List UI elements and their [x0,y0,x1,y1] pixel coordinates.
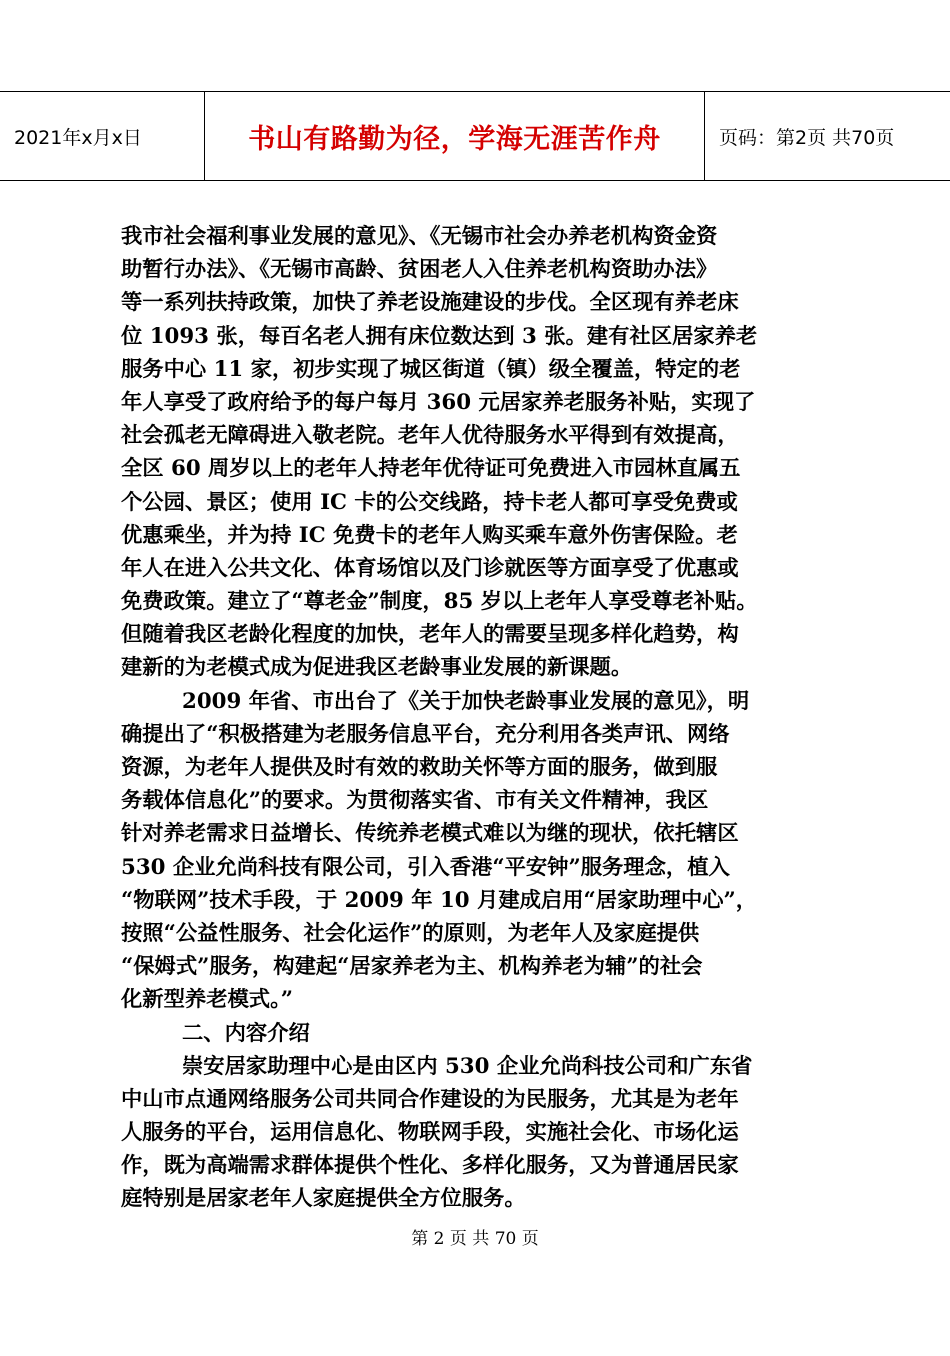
body-line: 免费政策。建立了“尊老金”制度，85 岁以上老年人享受尊老补贴。 [121,589,758,615]
body-line: 服务中心 11 家，初步实现了城区街道（镇）级全覆盖，特定的老 [121,356,741,382]
header-page-cell [705,92,950,180]
body-line: 资源，为老年人提供及时有效的救助关怀等方面的服务，做到服 [121,755,718,780]
body-line: 优惠乘坐，并为持 IC 免费卡的老年人购买乘车意外伤害保险。老 [121,522,738,548]
body-line: “保姆式”服务，构建起“居家养老为主、机构养老为辅”的社会 [121,954,703,980]
body-line: 530 企业允尚科技有限公司，引入香港“平安钟”服务理念，植入 [121,854,730,880]
body-line: 作，既为高端需求群体提供个性化、多样化服务，又为普通居民家 [121,1153,739,1179]
section-heading: 二、内容介绍 [182,1020,310,1046]
page-footer [0,1224,950,1249]
document-body [121,220,821,1216]
body-line: 庭特别是居家老年人家庭提供全方位服务。 [121,1186,526,1212]
document-header [0,91,950,181]
body-line: 我市社会福利事业发展的意见》、《无锡市社会办养老机构资金资 [121,224,718,249]
header-date-cell [0,92,205,180]
body-line: 助暂行办法》、《无锡市高龄、贫困老人入住养老机构资助办法》 [121,257,718,283]
header-motto: 书山有路勤为径，学海无涯苦作舟 [248,123,661,155]
body-line: 等一系列扶持政策，加快了养老设施建设的步伐。全区现有养老床 [121,290,739,316]
body-line: 个公园、景区；使用 IC 卡的公交线路，持卡老人都可享受免费或 [121,489,738,515]
paragraph-start-line: 2009 年省、市出台了《关于加快老龄事业发展的意见》，明 [182,688,750,714]
body-line: 确提出了“积极搭建为老服务信息平台，充分利用各类声讯、网络 [121,721,730,747]
body-line: 年人享受了政府给予的每户每月 360 元居家养老服务补贴，实现了 [121,389,756,415]
body-line: 但随着我区老龄化程度的加快，老年人的需要呈现多样化趋势，构 [121,622,739,648]
paragraph-start-line: 崇安居家助理中心是由区内 530 企业允尚科技公司和广东省 [182,1053,753,1079]
body-line: 年人在进入公共文化、体育场馆以及门诊就医等方面享受了优惠或 [121,555,739,581]
body-line: 人服务的平台，运用信息化、物联网手段，实施社会化、市场化运 [121,1120,739,1146]
header-page-number: 页码：第2页 共70页 [719,126,895,149]
body-line: 全区 60 周岁以上的老年人持老年优待证可免费进入市园林直属五 [121,456,741,482]
body-line: 位 1093 张，每百名老人拥有床位数达到 3 张。建有社区居家养老 [121,323,758,349]
body-line: 按照“公益性服务、社会化运作”的原则，为老年人及家庭提供 [121,920,700,946]
body-line: 建新的为老模式成为促进我区老龄事业发展的新课题。 [121,655,633,681]
body-line: 社会孤老无障碍进入敬老院。老年人优待服务水平得到有效提高， [121,423,739,449]
header-date: 2021年x月x日 [14,126,142,149]
body-line: 中山市点通网络服务公司共同合作建设的为民服务，尤其是为老年 [121,1086,739,1112]
body-line: 针对养老需求日益增长、传统养老模式难以为继的现状，依托辖区 [121,821,739,847]
header-motto-cell [205,92,705,180]
body-line: 化新型养老模式。” [121,987,293,1013]
footer-page-number: 第 2 页 共 70 页 [411,1229,539,1249]
body-line: “物联网”技术手段，于 2009 年 10 月建成启用“居家助理中心”， [121,887,758,913]
body-line: 务载体信息化”的要求。为贯彻落实省、市有关文件精神，我区 [121,788,709,814]
